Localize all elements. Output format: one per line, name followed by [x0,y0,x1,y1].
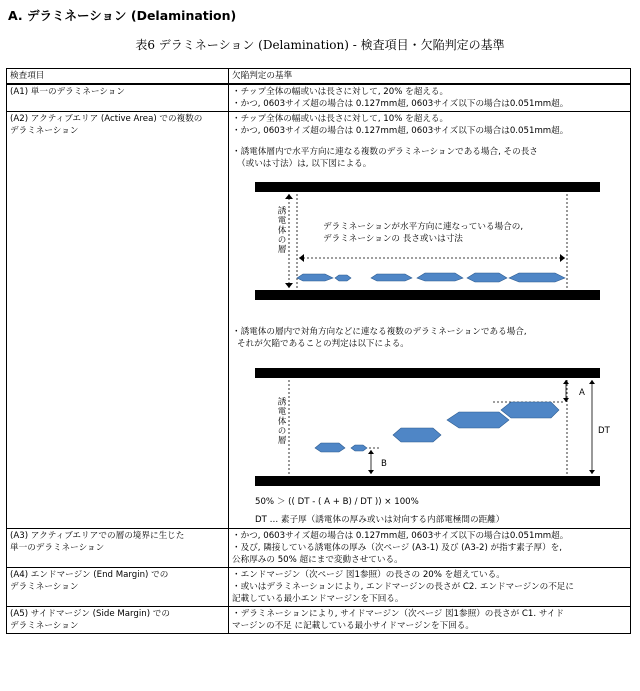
criteria-line: ・デラミネーションにより, サイドマージン（次ページ 図1参照）の長さが C1. サイド [232,609,565,619]
row-a3-item: (A3) アクティブエリアでの層の境界に生じた 単一のデラミネーション [7,529,229,568]
row-a1-item: (A1) 単一のデラミネーション [7,84,229,112]
criteria-line: ・かつ, 0603サイズ超の場合は 0.127mm超, 0603サイズ以下の場合は0.051mm超。 [232,126,569,136]
row-a1-criteria [229,84,631,112]
table-row [7,607,631,634]
criteria-line: ・かつ, 0603サイズ超の場合は 0.127mm超, 0603サイズ以下の場合は0.051mm超。 [232,531,569,541]
table-row [7,84,631,112]
row-a5-item: (A5) サイドマージン (Side Margin) での デラミネーション [7,607,229,634]
table-row [7,568,631,607]
criteria-line: ・或いはデラミネーションにより, エンドマージンの長さが C2. エンドマージンの不足に [232,582,574,592]
criteria-line: ・チップ全体の幅或いは長さに対して, 10% を超える。 [232,114,449,124]
header-criteria: 欠陥判定の基準 [229,69,631,85]
table-header-row [7,69,631,85]
header-item: 検査項目 [7,69,229,85]
criteria-line: ・及び, 隣接している誘電体の厚み（次ページ (A3-1) 及び (A3-2) が指す素子厚）を, [232,543,563,553]
figure2-svg [229,112,629,512]
criteria-line: ・誘電体の層内で対角方向などに連なる複数のデラミネーションである場合, [232,327,527,337]
delamination-shapes [315,402,559,452]
row-a2-criteria [229,112,631,529]
criteria-line: ・かつ, 0603サイズ超の場合は 0.127mm超, 0603サイズ以下の場合は0.051mm超。 [232,99,569,109]
dt-note: DT … 素子厚（誘電体の厚み或いは対向する内部電極間の距離） [255,515,505,525]
row-a5-criteria [229,607,631,634]
table-row [7,112,631,529]
criteria-line: それが欠陥であることの判定は以下による。 [237,339,409,349]
criteria-line: ・エンドマージン（次ページ 図1参照）の長さの 20% を超えている。 [232,570,505,580]
row-a4-item: (A4) エンドマージン (End Margin) での デラミネーション [7,568,229,607]
section-title: A. デラミネーション (Delamination) [8,8,237,23]
row-a3-criteria [229,529,631,568]
label-b: B [381,459,387,469]
label-a: A [579,388,585,398]
row-a4-criteria [229,568,631,607]
criteria-table [6,68,631,634]
figure1-note: デラミネーションの 長さ或いは寸法 [323,234,463,244]
table-caption: 表6 デラミネーション (Delamination) - 検査項目・欠陥判定の基準 [135,38,505,52]
criteria-line: 記載している最小エンドマージンを下回る。 [232,594,404,604]
criteria-line: （或いは寸法）は, 以下図による。 [237,159,372,169]
criteria-line: ・誘電体層内で水平方向に連なる複数のデラミネーションである場合, その長さ [232,147,538,157]
criteria-line: マージンの不足 に記載している最小サイドマージンを下回る。 [232,621,474,631]
criteria-line: ・チップ全体の幅或いは長さに対して, 20% を超える。 [232,87,449,97]
row-a2-item: (A2) アクティブエリア (Active Area) での複数の デラミネーション [7,112,229,529]
table-row [7,529,631,568]
dielectric-layer-label: 誘電体の層 [276,397,286,445]
a2-content [229,112,630,528]
formula: 50% ＞ (( DT - ( A + B) / DT )) × 100% [255,497,419,507]
figure1-note: デラミネーションが水平方向に連なっている場合の, [323,222,524,232]
criteria-line: 公称厚みの 50% 超にまで変動させている。 [232,555,403,565]
label-dt: DT [598,426,610,436]
dielectric-layer-label: 誘電体の層 [276,206,286,254]
